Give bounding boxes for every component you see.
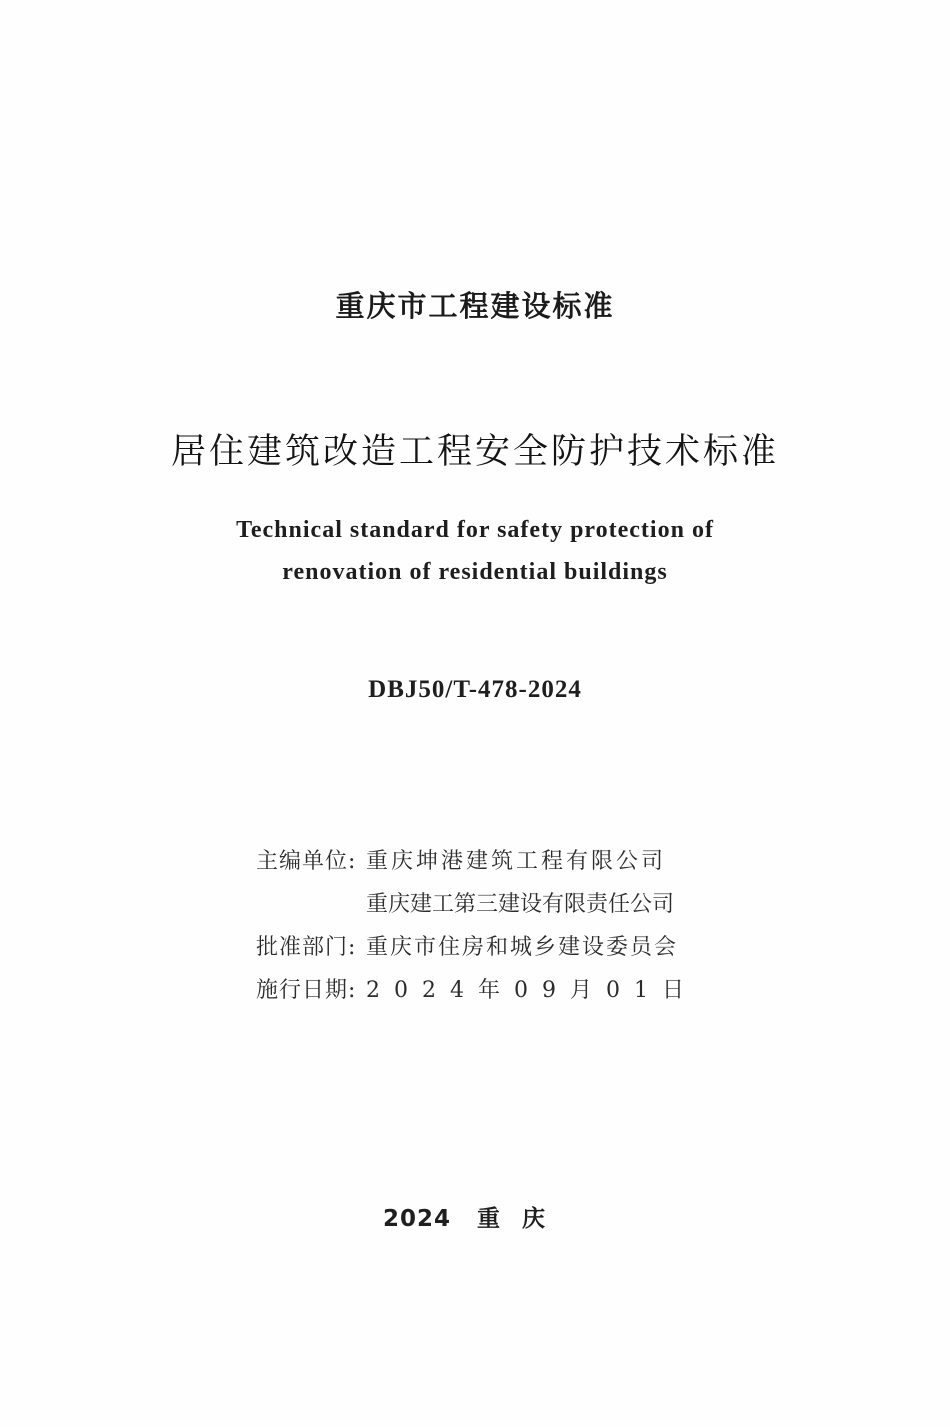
approval-label: 批准部门: (256, 935, 357, 960)
effective-date-label: 施行日期: (256, 978, 357, 1003)
publication-footer (0, 1200, 950, 1233)
publication-info (256, 838, 726, 1010)
approval-row (256, 924, 726, 967)
effective-date: 2024年09月01日 (366, 978, 698, 1003)
chief-editor-2: 重庆建工第三建设有限责任公司 (366, 892, 675, 917)
chief-editor-label: 主编单位: (256, 849, 357, 874)
publication-year: 2024 (382, 1206, 451, 1232)
english-title-line-2: renovation of residential buildings (282, 559, 668, 585)
effective-date-row (256, 967, 726, 1010)
chief-editor-row (256, 838, 726, 881)
main-title: 居住建筑改造工程安全防护技术标准 (170, 432, 779, 472)
english-title-line-1: Technical standard for safety protection of (236, 517, 714, 543)
chief-editor-1: 重庆坤港建筑工程有限公司 (366, 849, 667, 874)
series-title: 重庆市工程建设标准 (335, 289, 615, 323)
approval-department: 重庆市住房和城乡建设委员会 (366, 935, 679, 960)
chief-editor-row-2 (256, 881, 726, 924)
publication-city: 重庆 (477, 1206, 567, 1232)
standard-code: DBJ50/T-478-2024 (368, 676, 582, 703)
